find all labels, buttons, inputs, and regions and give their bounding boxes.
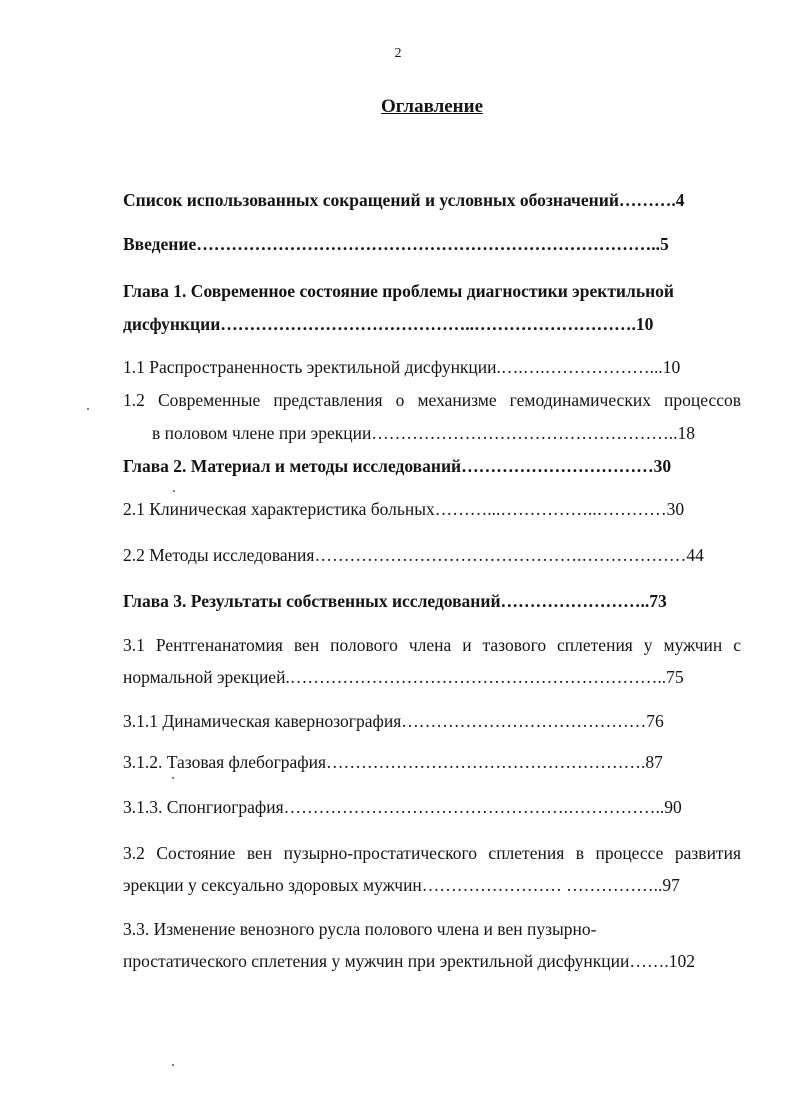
toc-entry-3-1-line-1: 3.1 Рентгенанатомия вен полового члена и тазового сплетения у мужчин с [123, 635, 741, 655]
scan-speck [172, 1064, 174, 1066]
toc-entry-chapter-3: Глава 3. Результаты собственных исследований……………………..73 [123, 591, 667, 611]
toc-entry-3-1-1: 3.1.1 Динамическая кавернозография……………………………………76 [123, 711, 664, 731]
toc-entry-2-2: 2.2 Методы исследования……………………………………….………………44 [123, 545, 704, 565]
toc-entry-3-3-line-2: простатического сплетения у мужчин при эректильной дисфункции…….102 [123, 951, 695, 971]
toc-entry-abbreviations: Список использованных сокращений и условных обозначений……….4 [123, 190, 685, 210]
toc-entry-3-3-line-1: 3.3. Изменение венозного русла полового члена и вен пузырно- [123, 919, 597, 939]
toc-entry-introduction: Введение……………………………………………………………………..5 [123, 234, 669, 254]
toc-entry-3-2-line-1: 3.2 Состояние вен пузырно-простатического сплетения в процессе развития [123, 843, 741, 863]
toc-entry-3-1-line-2: нормальной эрекцией.………………………………………………………..75 [123, 667, 684, 687]
toc-entry-1-2-line-2: в половом члене при эрекции……………………………………………..18 [152, 423, 696, 443]
toc-title: Оглавление [380, 96, 484, 117]
toc-entry-2-1: 2.1 Клиническая характеристика больных………...……………..…………30 [123, 499, 685, 519]
toc-entry-3-1-3: 3.1.3. Спонгиография………………………………………….……………..90 [123, 797, 682, 817]
scan-speck [172, 777, 174, 779]
toc-entry-chapter-1-line-1: Глава 1. Современное состояние проблемы диагностики эректильной [123, 281, 674, 301]
toc-entry-3-1-2: 3.1.2. Тазовая флебография……………………………………………….87 [123, 752, 663, 772]
scan-speck [173, 490, 175, 492]
toc-entry-3-2-line-2: эрекции у сексуально здоровых мужчин…………………… ……………..97 [123, 875, 680, 895]
page-number: 2 [394, 46, 402, 61]
toc-entry-chapter-2: Глава 2. Материал и методы исследований……………………………30 [123, 456, 672, 476]
toc-entry-1-1: 1.1 Распространенность эректильной дисфункции.….….………………...10 [123, 357, 681, 377]
toc-entry-chapter-1-line-2: дисфункции……………………………………..……………………….10 [123, 314, 654, 334]
scan-speck [87, 408, 89, 410]
toc-entry-1-2-line-1: 1.2 Современные представления о механизме гемодинамических процессов [123, 390, 741, 410]
